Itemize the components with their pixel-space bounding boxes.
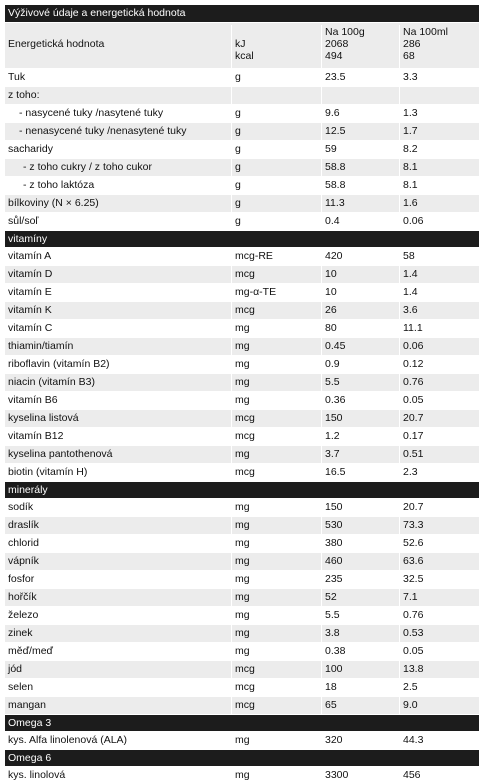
value-per-100ml: 0.51 [399,446,479,463]
unit-cell: mg [231,589,321,606]
value-per-100ml: 456 [399,767,479,784]
unit-cell: mg [231,392,321,409]
value-per-100ml [399,87,479,104]
value-per-100ml: 8.2 [399,141,479,158]
table-row [5,337,479,355]
unit-cell: g [231,159,321,176]
value-per-100g: 3.7 [321,446,399,463]
nutrient-label: vitamín B6 [8,394,58,406]
nutrient-label: železo [8,609,39,621]
value-per-100ml: 1.4 [399,284,479,301]
value-per-100ml: 63.6 [399,553,479,570]
table-row [5,212,479,230]
value-per-100ml: 0.12 [399,356,479,373]
nutrient-label: vitamín E [8,286,52,298]
unit-cell: mg [231,338,321,355]
value-per-100g: 10 [321,266,399,283]
value-per-100g: 26 [321,302,399,319]
nutrient-label: kys. Alfa linolenová (ALA) [8,734,128,746]
value-per-100g: 460 [321,553,399,570]
table-row [5,68,479,86]
nutrient-label: sacharidy [8,143,53,155]
column-header-per100g: Na 100g [325,26,365,38]
nutrient-label: jód [8,663,23,675]
value-per-100ml: 3.3 [399,69,479,86]
value-per-100ml: 0.76 [399,607,479,624]
value-per-100ml: 2.5 [399,679,479,696]
table-row [5,463,479,481]
nutrient-label: měď/meď [8,645,53,657]
table-row [5,409,479,427]
value-per-100ml: 1.3 [399,105,479,122]
nutrient-label: - z toho cukry / z toho cukor [23,161,152,173]
energy-unit-kcal: kcal [235,50,254,62]
value-per-100ml: 52.6 [399,535,479,552]
value-per-100g: 23.5 [321,69,399,86]
value-per-100g: 0.38 [321,643,399,660]
unit-cell [231,87,321,104]
unit-cell: mg [231,767,321,784]
nutrient-label: riboflavin (vitamín B2) [8,358,110,370]
value-per-100g: 9.6 [321,105,399,122]
nutrient-label: vitamín D [8,268,53,280]
unit-cell: mcg [231,464,321,481]
nutrient-label: hořčík [8,591,37,603]
nutrient-label: chlorid [8,537,39,549]
table-row [5,445,479,463]
nutrient-label: kys. linolová [8,769,66,781]
nutrient-label: z toho: [8,89,40,101]
nutrient-label: draslík [8,519,39,531]
value-per-100g: 80 [321,320,399,337]
table-row [5,766,479,784]
value-per-100g: 320 [321,732,399,749]
table-row [5,516,479,534]
table-row [5,104,479,122]
table-row [5,678,479,696]
nutrient-label: vitamín B12 [8,430,64,442]
unit-cell: g [231,195,321,212]
unit-cell: mg [231,499,321,516]
value-per-100ml: 20.7 [399,410,479,427]
value-per-100g: 58.8 [321,159,399,176]
energy-g-kcal: 494 [325,50,343,62]
nutrient-label: mangan [8,699,46,711]
value-per-100ml: 0.76 [399,374,479,391]
nutrient-label: vápník [8,555,39,567]
table-title: Výživové údaje a energetická hodnota [5,5,479,22]
value-per-100ml: 8.1 [399,159,479,176]
value-per-100g: 420 [321,248,399,265]
nutrient-label: fosfor [8,573,35,585]
table-row [5,176,479,194]
unit-cell: mcg [231,661,321,678]
nutrient-label: - nasycené tuky /nasytené tuky [19,107,164,119]
nutrient-label: sodík [8,501,34,513]
unit-cell: mcg [231,697,321,714]
value-per-100g: 5.5 [321,607,399,624]
value-per-100g: 10 [321,284,399,301]
unit-cell: mg [231,535,321,552]
nutrient-label: thiamin/tiamín [8,340,74,352]
table-row [5,355,479,373]
unit-cell: mg [231,320,321,337]
unit-cell: mcg [231,428,321,445]
table-row [5,552,479,570]
nutrient-label: sůl/soľ [8,215,39,227]
unit-cell: mg [231,553,321,570]
table-row [5,391,479,409]
value-per-100g: 65 [321,697,399,714]
unit-cell: mcg [231,266,321,283]
column-header-per100ml: Na 100ml [403,26,448,38]
value-per-100ml: 0.17 [399,428,479,445]
nutrient-label: niacin (vitamín B3) [8,376,95,388]
table-row [5,570,479,588]
unit-cell: mg [231,517,321,534]
unit-cell: mcg [231,679,321,696]
unit-cell: mg [231,356,321,373]
energy-unit-kj: kJ [235,38,246,50]
unit-cell: g [231,141,321,158]
table-row [5,624,479,642]
unit-cell: mg [231,571,321,588]
value-per-100ml: 73.3 [399,517,479,534]
value-per-100g: 0.9 [321,356,399,373]
value-per-100g: 235 [321,571,399,588]
table-row [5,588,479,606]
value-per-100ml: 20.7 [399,499,479,516]
unit-cell: mg [231,643,321,660]
nutrient-label: zinek [8,627,33,639]
section-header-omega6: Omega 6 [5,749,479,766]
energy-ml-kj: 286 [403,38,421,50]
value-per-100ml: 1.6 [399,195,479,212]
value-per-100ml: 8.1 [399,177,479,194]
nutrient-label: selen [8,681,34,693]
value-per-100g: 58.8 [321,177,399,194]
value-per-100ml: 9.0 [399,697,479,714]
unit-cell: mg [231,607,321,624]
unit-cell: g [231,123,321,140]
nutrient-label: - z toho laktóza [23,179,95,191]
unit-cell: g [231,177,321,194]
unit-cell: mg [231,732,321,749]
value-per-100g: 52 [321,589,399,606]
section-header-vitamins: vitamíny [5,230,479,247]
table-row [5,194,479,212]
value-per-100g [321,87,399,104]
value-per-100ml: 7.1 [399,589,479,606]
energy-row [5,22,479,68]
value-per-100g: 380 [321,535,399,552]
table-row [5,660,479,678]
value-per-100ml: 11.1 [399,320,479,337]
nutrition-table [5,5,479,784]
nutrient-label: vitamín A [8,250,52,262]
section-header-minerals: minerály [5,481,479,498]
nutrient-label: vitamín C [8,322,53,334]
unit-cell: g [231,69,321,86]
value-per-100g: 5.5 [321,374,399,391]
value-per-100ml: 32.5 [399,571,479,588]
nutrient-label: - nenasycené tuky /nenasytené tuky [19,125,187,137]
table-row [5,427,479,445]
table-row [5,534,479,552]
value-per-100g: 12.5 [321,123,399,140]
value-per-100ml: 13.8 [399,661,479,678]
section-header-omega3: Omega 3 [5,714,479,731]
value-per-100g: 1.2 [321,428,399,445]
unit-cell: g [231,213,321,230]
value-per-100ml: 58 [399,248,479,265]
value-per-100ml: 0.05 [399,392,479,409]
value-per-100ml: 0.53 [399,625,479,642]
value-per-100g: 150 [321,499,399,516]
unit-cell: mcg-RE [231,248,321,265]
energy-label: Energetická hodnota [8,38,105,50]
value-per-100ml: 44.3 [399,732,479,749]
value-per-100ml: 0.06 [399,338,479,355]
value-per-100g: 530 [321,517,399,534]
table-row [5,283,479,301]
value-per-100ml: 1.4 [399,266,479,283]
value-per-100ml: 3.6 [399,302,479,319]
unit-cell: g [231,105,321,122]
nutrient-label: kyselina listová [8,412,79,424]
nutrient-label: kyselina pantothenová [8,448,113,460]
energy-ml-kcal: 68 [403,50,415,62]
table-row [5,86,479,104]
value-per-100g: 100 [321,661,399,678]
table-row [5,642,479,660]
value-per-100g: 3300 [321,767,399,784]
table-row [5,606,479,624]
value-per-100g: 59 [321,141,399,158]
table-row [5,140,479,158]
value-per-100g: 18 [321,679,399,696]
value-per-100g: 16.5 [321,464,399,481]
value-per-100ml: 0.06 [399,213,479,230]
value-per-100ml: 0.05 [399,643,479,660]
value-per-100g: 11.3 [321,195,399,212]
value-per-100g: 0.36 [321,392,399,409]
nutrient-label: biotin (vitamín H) [8,466,88,478]
table-row [5,265,479,283]
table-row [5,301,479,319]
energy-g-kj: 2068 [325,38,349,50]
value-per-100g: 3.8 [321,625,399,642]
unit-cell: mcg [231,302,321,319]
value-per-100ml: 1.7 [399,123,479,140]
table-row [5,158,479,176]
nutrient-label: vitamín K [8,304,52,316]
table-row [5,319,479,337]
unit-cell: mg [231,446,321,463]
nutrient-label: bílkoviny (N × 6.25) [8,197,99,209]
table-row [5,498,479,516]
table-row [5,731,479,749]
table-body [5,68,479,784]
unit-cell: mg [231,374,321,391]
value-per-100g: 0.4 [321,213,399,230]
value-per-100ml: 2.3 [399,464,479,481]
value-per-100g: 0.45 [321,338,399,355]
unit-cell: mg-α-TE [231,284,321,301]
table-row [5,247,479,265]
unit-cell: mg [231,625,321,642]
table-row [5,122,479,140]
nutrient-label: Tuk [8,71,26,83]
value-per-100g: 150 [321,410,399,427]
table-row [5,373,479,391]
unit-cell: mcg [231,410,321,427]
table-row [5,696,479,714]
